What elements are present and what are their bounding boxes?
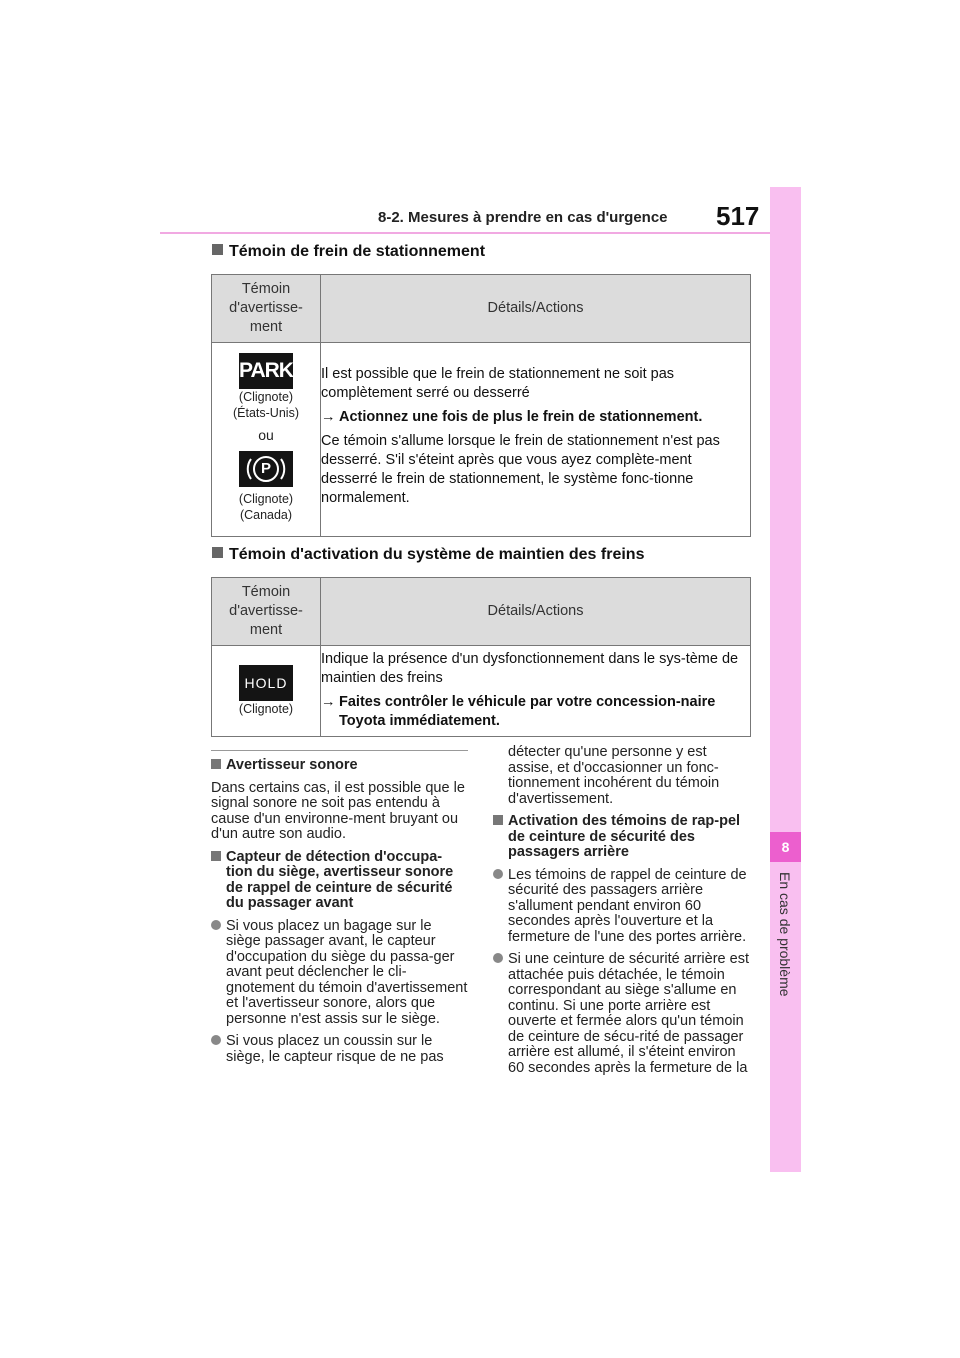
details-cell-parking	[321, 343, 751, 537]
icon-caption: (États-Unis)	[233, 406, 299, 420]
hold-indicator-icon: HOLD	[239, 665, 293, 701]
square-bullet-icon	[212, 547, 223, 558]
paragraph: Dans certains cas, il est possible que le signal sonore ne soit pas entendu à cause d'un environne-ment bruyant ou d'un autre son audio.	[211, 779, 465, 842]
icon-caption: (Clignote)	[238, 492, 294, 506]
detail-text: Ce témoin s'allume lorsque le frein de stationnement n'est pas desserré. S'il s'éteint après que vous ayez complète-ment desserré le frein de stationnement, le système fonc-tionne normalement.	[321, 433, 720, 506]
chapter-side-label	[770, 872, 801, 1032]
icon-caption: (Clignote)	[238, 702, 294, 716]
detail-text: Il est possible que le frein de stationnement ne soit pas complètement serré ou desserré	[321, 366, 675, 401]
parking-brake-table	[211, 274, 751, 537]
table-header-details: Détails/Actions	[321, 275, 751, 343]
bullet-item: Les témoins de rappel de ceinture de sécurité des passagers arrière s'allument pendant environ 60 secondes après l'ouverture et la fermeture de l'une des portes arrière.	[493, 868, 751, 946]
icon-caption: (Clignote)	[238, 390, 294, 404]
chapter-label-text: En cas de problème	[776, 872, 793, 997]
indicator-cell-parking	[212, 343, 321, 537]
square-bullet-icon	[212, 244, 223, 255]
right-column	[493, 745, 751, 1083]
running-header-title: 8-2. Mesures à prendre en cas d'urgence	[378, 209, 668, 226]
subheading-rear-seatbelt: Activation des témoins de rap-pel de ceinture de sécurité des passagers arrière	[493, 814, 751, 861]
parking-brake-p-icon: P	[239, 451, 293, 487]
arrow-icon: →	[321, 409, 336, 425]
subheading-seat-sensor: Capteur de détection d'occupa-tion du siège, avertisseur sonore de rappel de ceinture de sécurité du passager avant	[211, 850, 468, 912]
action-line: → Actionnez une fois de plus le frein de stationnement.	[321, 409, 703, 425]
square-bullet-icon	[211, 851, 221, 861]
section-heading-parking-brake	[212, 243, 485, 261]
round-bullet-icon	[211, 1035, 221, 1045]
square-bullet-icon	[211, 759, 221, 769]
page-number: 517	[716, 201, 760, 231]
section2-heading-text: Témoin d'activation du système de maintien des freins	[229, 546, 645, 563]
icon-caption: (Canada)	[239, 508, 293, 522]
detail-text: Indique la présence d'un dysfonctionnement dans le sys-tème de maintien des freins	[321, 651, 739, 686]
column-divider-rule	[211, 750, 468, 751]
action-line: → Faites contrôler le véhicule par votre concession-naire Toyota immédiatement.	[321, 694, 716, 729]
indicator-cell-hold	[212, 646, 321, 737]
paragraph-continuation: détecter qu'une personne y est assise, et d'occasionner un fonc-tionnement incohérent du témoin d'avertissement.	[508, 744, 720, 807]
table-header-indicator: Témoin d'avertisse-ment	[212, 578, 321, 646]
park-warning-icon: PARK	[239, 353, 293, 389]
section-heading-brake-hold	[212, 546, 644, 564]
section1-heading-text: Témoin de frein de stationnement	[229, 243, 486, 260]
round-bullet-icon	[493, 869, 503, 879]
bullet-item: Si vous placez un bagage sur le siège passager avant, le capteur d'occupation du siège du passa-ger avant peut déclencher le cli-gnotement du témoin d'avertissement et l'avertisseur sonore, alors que personne n'est assis sur le siège.	[211, 919, 468, 1028]
arrow-icon: →	[321, 694, 336, 710]
table-header-details: Détails/Actions	[321, 578, 751, 646]
header-rule	[160, 232, 770, 234]
bullet-item: Si une ceinture de sécurité arrière est attachée puis détachée, le témoin correspondant au siège s'allume en continu. Si une porte arrière est ouverte et fermée alors qu'un témoin de ceinture de sécu-rité de passager arrière est allumé, il s'éteint environ 60 secondes après la fermeture de la	[493, 952, 751, 1076]
round-bullet-icon	[493, 953, 503, 963]
or-text: ou	[258, 427, 274, 443]
subheading-horn: Avertisseur sonore	[211, 758, 468, 774]
details-cell-hold	[321, 646, 751, 737]
round-bullet-icon	[211, 920, 221, 930]
brake-hold-table	[211, 577, 751, 737]
bullet-item: Si vous placez un coussin sur le siège, le capteur risque de ne pas	[211, 1034, 468, 1065]
square-bullet-icon	[493, 815, 503, 825]
table-header-indicator: Témoin d'avertisse-ment	[212, 275, 321, 343]
left-column	[211, 758, 468, 1072]
chapter-number-badge: 8	[770, 832, 801, 862]
